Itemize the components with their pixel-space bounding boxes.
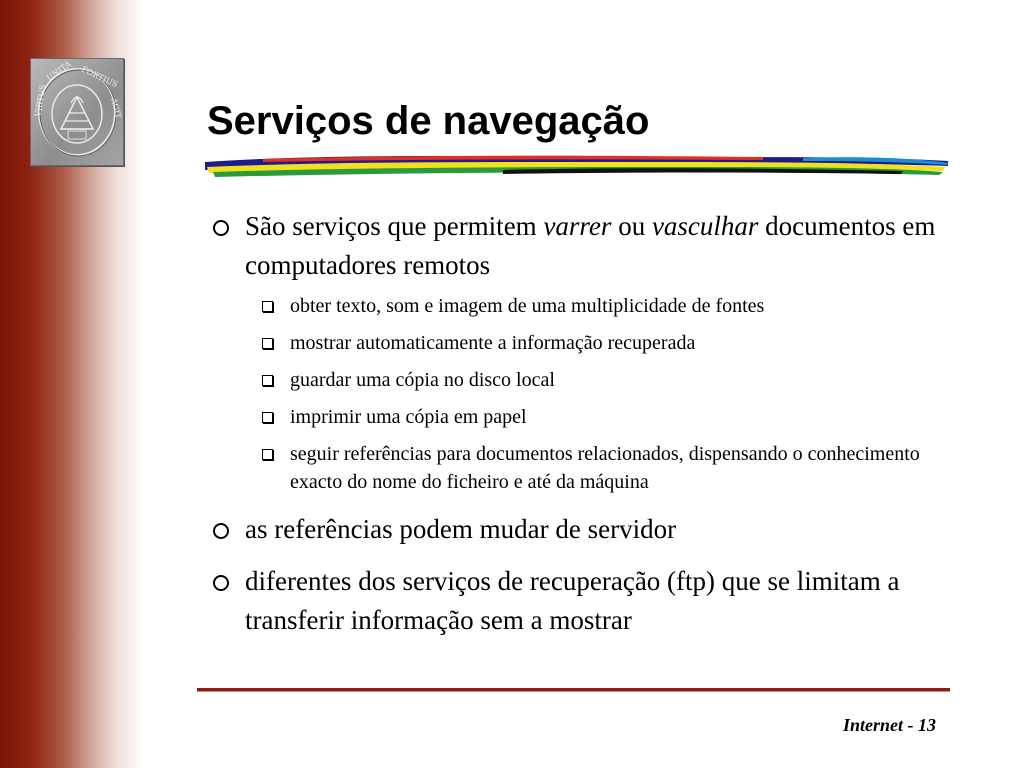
- decorative-brush-stroke: [203, 150, 953, 182]
- bullet-servicos-permitem: [245, 207, 965, 285]
- subitem-text: mostrar automaticamente a informação recuperada: [290, 332, 696, 354]
- seal-inscription-top-right: FORTIUS: [80, 64, 120, 90]
- square-bullet-icon: [262, 375, 273, 386]
- footer-divider: [197, 688, 950, 692]
- subitem-text: seguir referências para documentos relacionados, dispensando o conhecimento exacto do nome do ficheiro e até da máquina: [290, 443, 920, 493]
- square-bullet-icon: [262, 301, 273, 312]
- square-bullet-icon: [262, 412, 273, 423]
- bullet-text-run-italic: vasculhar: [651, 211, 759, 241]
- circle-bullet-icon: [213, 220, 229, 236]
- subitem-text: imprimir uma cópia em papel: [290, 406, 527, 428]
- bullet-text: as referências podem mudar de servidor: [245, 514, 677, 544]
- circle-bullet-icon: [213, 523, 229, 539]
- subitem-imprimir: [290, 403, 950, 431]
- slide-title: Serviços de navegação: [207, 99, 650, 143]
- bullet-text-run: São serviços que permitem: [245, 211, 544, 241]
- bullet-text-run-italic: varrer: [543, 211, 612, 241]
- bullet-text: diferentes dos serviços de recuperação (ftp) que se limitam a transferir informação sem a mostrar: [245, 566, 900, 635]
- bullet-text-run: ou: [611, 211, 652, 241]
- bullet-text-run: documentos em computadores remotos: [245, 211, 936, 280]
- subitem-obter-texto: [290, 292, 950, 320]
- university-seal-logo: [30, 58, 124, 166]
- seal-inscription-top-left: UNITA: [44, 59, 73, 83]
- square-bullet-icon: [262, 449, 273, 460]
- bullet-diferentes-servicos: [245, 562, 965, 640]
- seal-inscription-right: AGIT: [109, 97, 123, 120]
- subitem-text: obter texto, som e imagem de uma multiplicidade de fontes: [290, 295, 765, 317]
- subitem-guardar: [290, 366, 950, 394]
- subitem-mostrar: [290, 329, 950, 357]
- bullet-referencias-mudar: [245, 510, 965, 549]
- seal-inscription-left: VIRTUS: [33, 83, 48, 118]
- footer-page-label: Internet - 13: [842, 715, 936, 735]
- square-bullet-icon: [262, 338, 273, 349]
- subitem-seguir-referencias: [290, 440, 950, 496]
- circle-bullet-icon: [213, 575, 229, 591]
- subitem-text: guardar uma cópia no disco local: [290, 369, 555, 391]
